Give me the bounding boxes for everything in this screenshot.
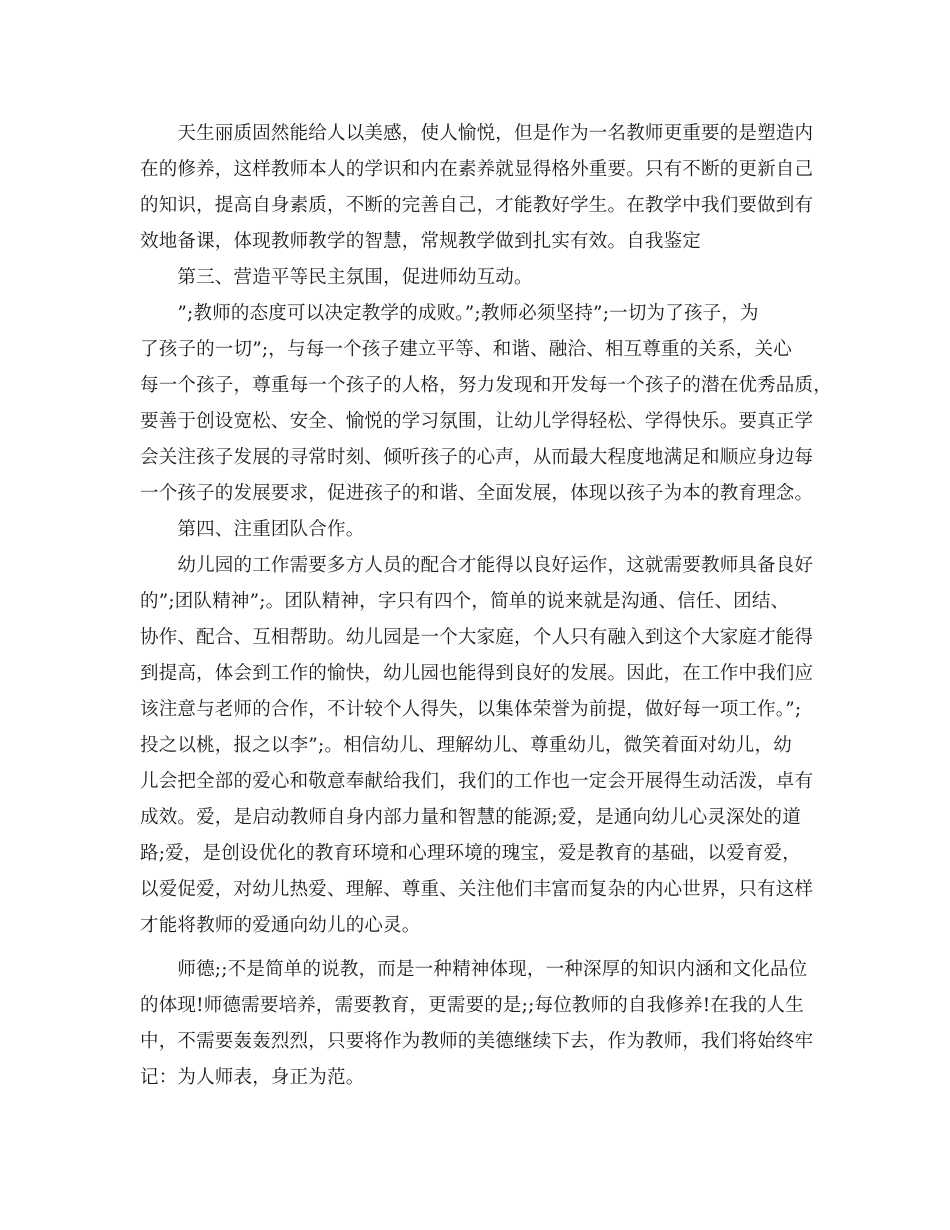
text-line: 的知识，提高自身素质，不断的完善自己，才能教好学生。在教学中我们要做到有 <box>140 195 814 216</box>
text-line: 以爱促爱，对幼儿热爱、理解、尊重、关注他们丰富而复杂的内心世界，只有这样 <box>140 879 814 900</box>
text-line: 协作、配合、互相帮助。幼儿园是一个大家庭，个人只有融入到这个大家庭才能得 <box>140 627 814 648</box>
text-line: 路;爱，是创设优化的教育环境和心理环境的瑰宝，爱是教育的基础，以爱育爱， <box>140 843 801 864</box>
text-line: 了孩子的一切”;，与每一个孩子建立平等、和谐、融洽、相互尊重的关系，关心 <box>140 339 792 360</box>
text-line: 幼儿园的工作需要多方人员的配合才能得以良好运作，这就需要教师具备良好 <box>140 555 814 576</box>
document-body <box>140 116 830 1096</box>
paragraph-spacer <box>140 944 830 952</box>
text-line: 会关注孩子发展的寻常时刻、倾听孩子的心声，从而最大程度地满足和顺应身边每 <box>140 447 814 468</box>
text-line: 记：为人师表，身正为范。 <box>140 1067 365 1088</box>
text-line: 成效。爱，是启动教师自身内部力量和智慧的能源;爱，是通向幼儿心灵深处的道 <box>140 807 801 828</box>
text-line: 才能将教师的爱通向幼儿的心灵。 <box>140 915 421 936</box>
text-line: 效地备课，体现教师教学的智慧，常规教学做到扎实有效。自我鉴定 <box>140 231 702 252</box>
text-line: 每一个孩子，尊重每一个孩子的人格，努力发现和开发每一个孩子的潜在优秀品质， <box>140 375 832 396</box>
text-line: 师德;;不是简单的说教，而是一种精神体现，一种深厚的知识内涵和文化品位 <box>140 959 808 980</box>
text-line: 的”;团队精神”;。团队精神，字只有四个，简单的说来就是沟通、信任、团结、 <box>140 591 790 612</box>
text-line: 在的修养，这样教师本人的学识和内在素养就显得格外重要。只有不断的更新自己 <box>140 159 814 180</box>
text-line: ”;教师的态度可以决定教学的成败。”;教师必须坚持”;一切为了孩子，为 <box>140 303 759 324</box>
text-line: 一个孩子的发展要求，促进孩子的和谐、全面发展，体现以孩子为本的教育理念。 <box>140 483 814 504</box>
text-line: 天生丽质固然能给人以美感，使人愉悦，但是作为一名教师更重要的是塑造内 <box>140 123 814 144</box>
text-line: 到提高，体会到工作的愉快，幼儿园也能得到良好的发展。因此，在工作中我们应 <box>140 663 814 684</box>
text-line: 儿会把全部的爱心和敬意奉献给我们，我们的工作也一定会开展得生动活泼，卓有 <box>140 771 814 792</box>
text-line: 的体现!师德需要培养，需要教育，更需要的是;;每位教师的自我修养!在我的人生 <box>140 995 804 1016</box>
text-line: 该注意与老师的合作，不计较个人得失，以集体荣誉为前提，做好每一项工作。”; <box>140 699 802 720</box>
section-heading: 第三、营造平等民主氛围，促进师幼互动。 <box>140 267 533 288</box>
text-line: 中，不需要轰轰烈烈，只要将作为教师的美德继续下去，作为教师，我们将始终牢 <box>140 1031 814 1052</box>
section-heading: 第四、注重团队合作。 <box>140 519 365 540</box>
text-line: 要善于创设宽松、安全、愉悦的学习氛围，让幼儿学得轻松、学得快乐。要真正学 <box>140 411 814 432</box>
text-line: 投之以桃，报之以李”;。相信幼儿、理解幼儿、尊重幼儿，微笑着面对幼儿，幼 <box>140 735 792 756</box>
